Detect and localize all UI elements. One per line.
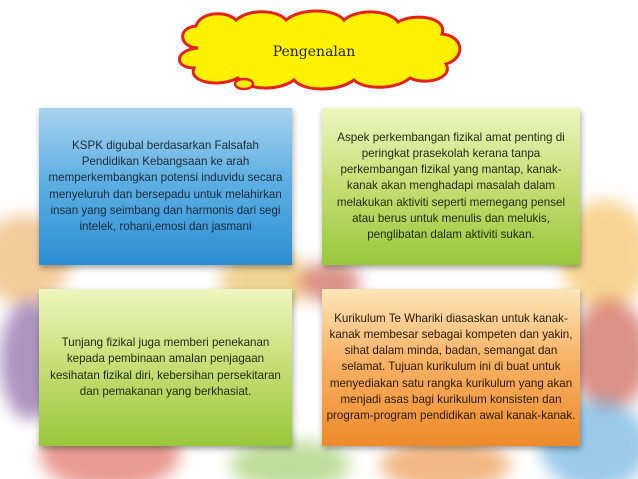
page-title: Pengenalan — [272, 44, 356, 60]
panel-text: Tunjang fizikal juga memberi penekanan kepada pembinaan amalan penjagaan kesihatan fizikal diri, kebersihan persekitaran dan pemakanan yang berkhasiat. — [50, 336, 281, 398]
panel-text: Kurikulum Te Whariki diasaskan untuk kanak-kanak membesar sebagai kompeten dan yakin, sihat dalam minda, badan, semangat dan selamat. Tujuan kurikulum ini di buat untuk menyediakan satu rangka kurikulum yang akan menjadi asas bagi kurikulum konsisten dan program-program pendidikan awal kanak-kanak. — [326, 311, 576, 422]
title-cloud — [158, 8, 470, 94]
panel-physical-development — [322, 108, 580, 265]
panel-te-whariki — [322, 289, 580, 446]
panel-text: KSPK digubal berdasarkan Falsafah Pendidikan Kebangsaan ke arah memperkembangkan potensi induvidu secara menyeluruh dan bersepadu untuk melahirkan insan yang seimbang dan harmonis dari segi intelek, rohani,emosi dan jasmani — [48, 138, 283, 233]
panel-physical-pillar — [39, 289, 292, 446]
panel-text: Aspek perkembangan fizikal amat penting di peringkat prasekolah kerana tanpa perkembangan fizikal yang mantap, kanak-kanak akan menghadapi masalah dalam melakukan aktiviti seperti memegang pensel atau berus untuk menulis dan melukis, penglibatan dalam aktiviti sukan. — [336, 130, 566, 241]
panel-kspk — [39, 108, 292, 265]
